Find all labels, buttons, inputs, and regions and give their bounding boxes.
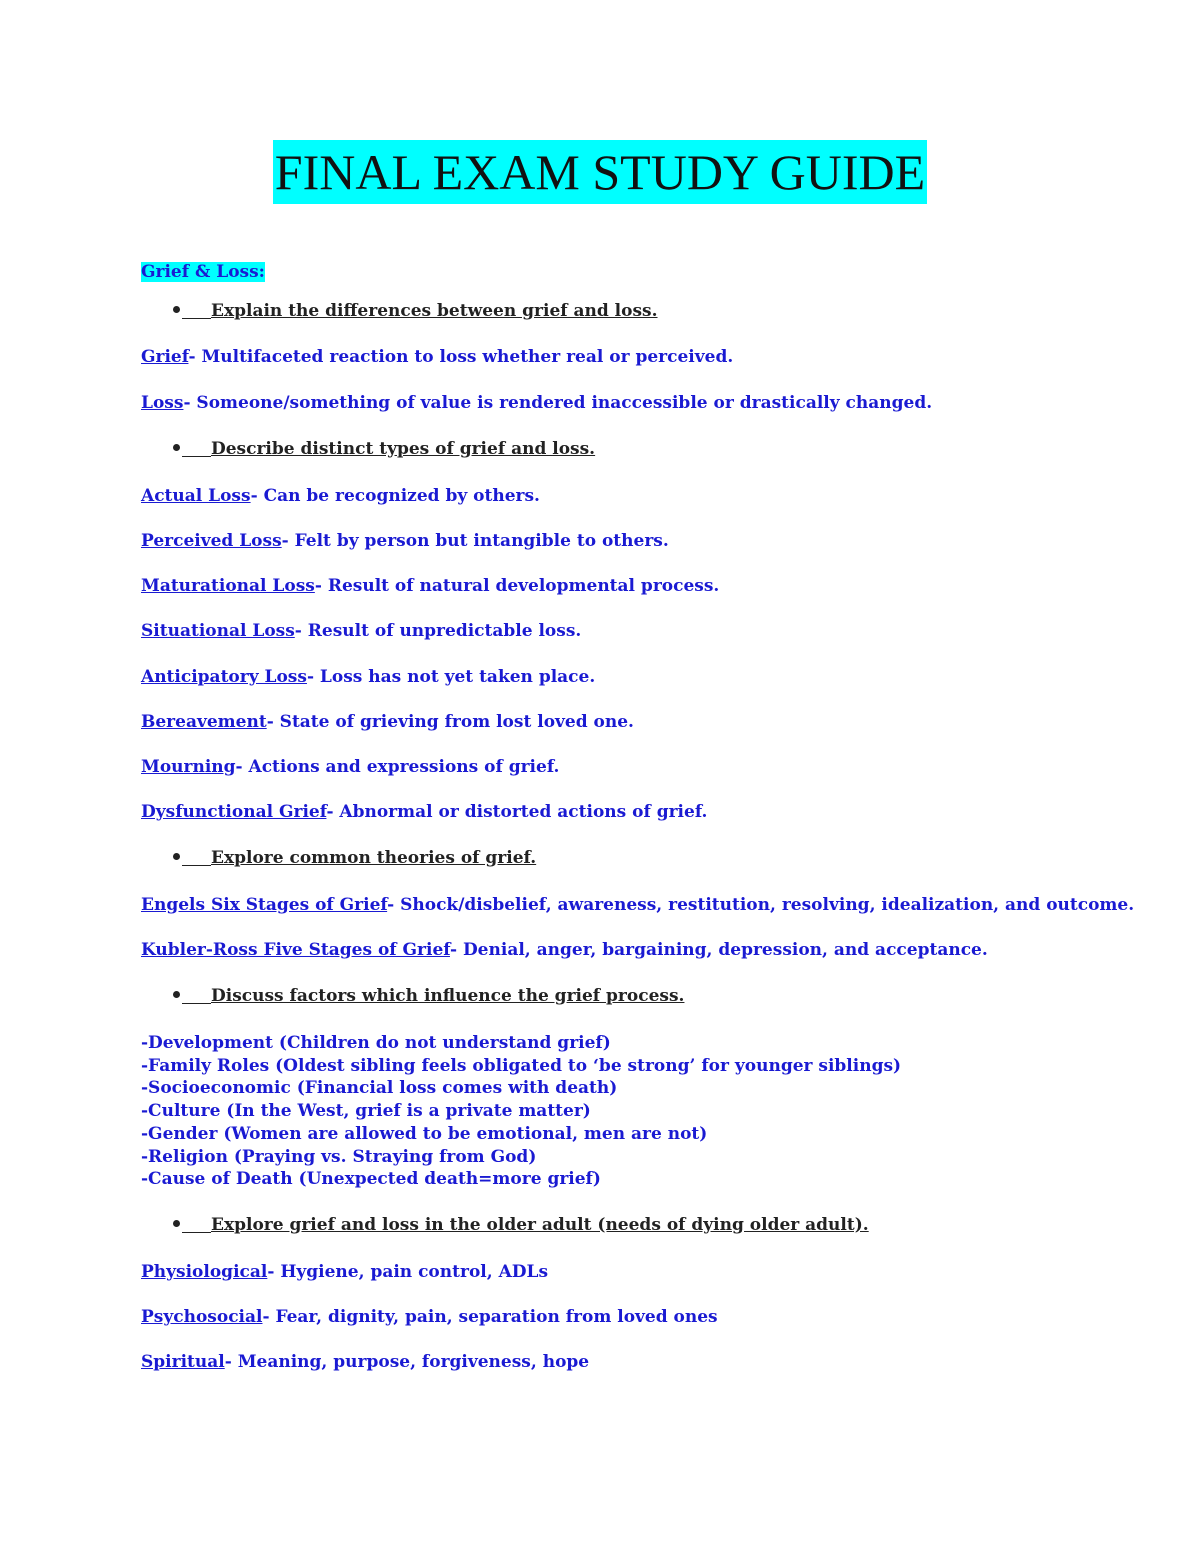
type-item: Maturational Loss- Result of natural developmental process. [141,576,720,596]
question-1: Explain the differences between grief and loss. [173,300,658,322]
section-heading [141,261,265,283]
type-item: Dysfunctional Grief- Abnormal or distorted actions of grief. [141,802,708,822]
factor-item: -Culture (In the West, grief is a private matter) [141,1101,591,1122]
type-item: Situational Loss- Result of unpredictable loss. [141,621,582,641]
factor-item: -Development (Children do not understand grief) [141,1033,611,1053]
page-title: FINAL EXAM STUDY GUIDE [273,140,927,204]
factor-item: -Gender (Women are allowed to be emotional, men are not) [141,1123,708,1144]
definition-grief: Grief- Multifaceted reaction to loss whether real or perceived. [141,347,734,367]
need-item: Spiritual- Meaning, purpose, forgiveness, hope [141,1352,590,1372]
theory-item: Kubler-Ross Five Stages of Grief- Denial, anger, bargaining, depression, and acceptance. [141,940,988,960]
factor-item: -Socioeconomic (Financial loss comes with death) [141,1078,618,1099]
need-item: Psychosocial- Fear, dignity, pain, separation from loved ones [141,1307,718,1327]
bullet-icon [173,444,180,451]
section-heading-text: Grief & Loss: [141,262,265,282]
type-item: Actual Loss- Can be recognized by others. [141,486,540,506]
factor-item: -Religion (Praying vs. Straying from God) [141,1146,537,1167]
definition-loss: Loss- Someone/something of value is rendered inaccessible or drastically changed. [141,393,933,413]
bullet-icon [173,1220,180,1227]
factors-list [141,1032,901,1191]
question-3: Explore common theories of grief. [173,847,536,869]
factor-item: -Family Roles (Oldest sibling feels obligated to ‘be strong’ for younger siblings) [141,1055,902,1076]
type-item: Anticipatory Loss- Loss has not yet taken place. [141,667,596,687]
question-2: Describe distinct types of grief and loss. [173,438,595,460]
factor-item: -Cause of Death (Unexpected death=more grief) [141,1169,601,1190]
title-container [0,140,1200,204]
type-item: Perceived Loss- Felt by person but intangible to others. [141,531,669,551]
bullet-icon [173,306,180,313]
question-5: Explore grief and loss in the older adult (needs of dying older adult). [173,1214,869,1236]
bullet-icon [173,991,180,998]
type-item: Bereavement- State of grieving from lost loved one. [141,712,634,732]
need-item: Physiological- Hygiene, pain control, ADLs [141,1262,549,1282]
bullet-icon [173,853,180,860]
type-item: Mourning- Actions and expressions of grief. [141,757,560,777]
theory-item: Engels Six Stages of Grief- Shock/disbelief, awareness, restitution, resolving, idealization, and outcome. [141,895,1135,915]
question-4: Discuss factors which influence the grief process. [173,985,684,1007]
